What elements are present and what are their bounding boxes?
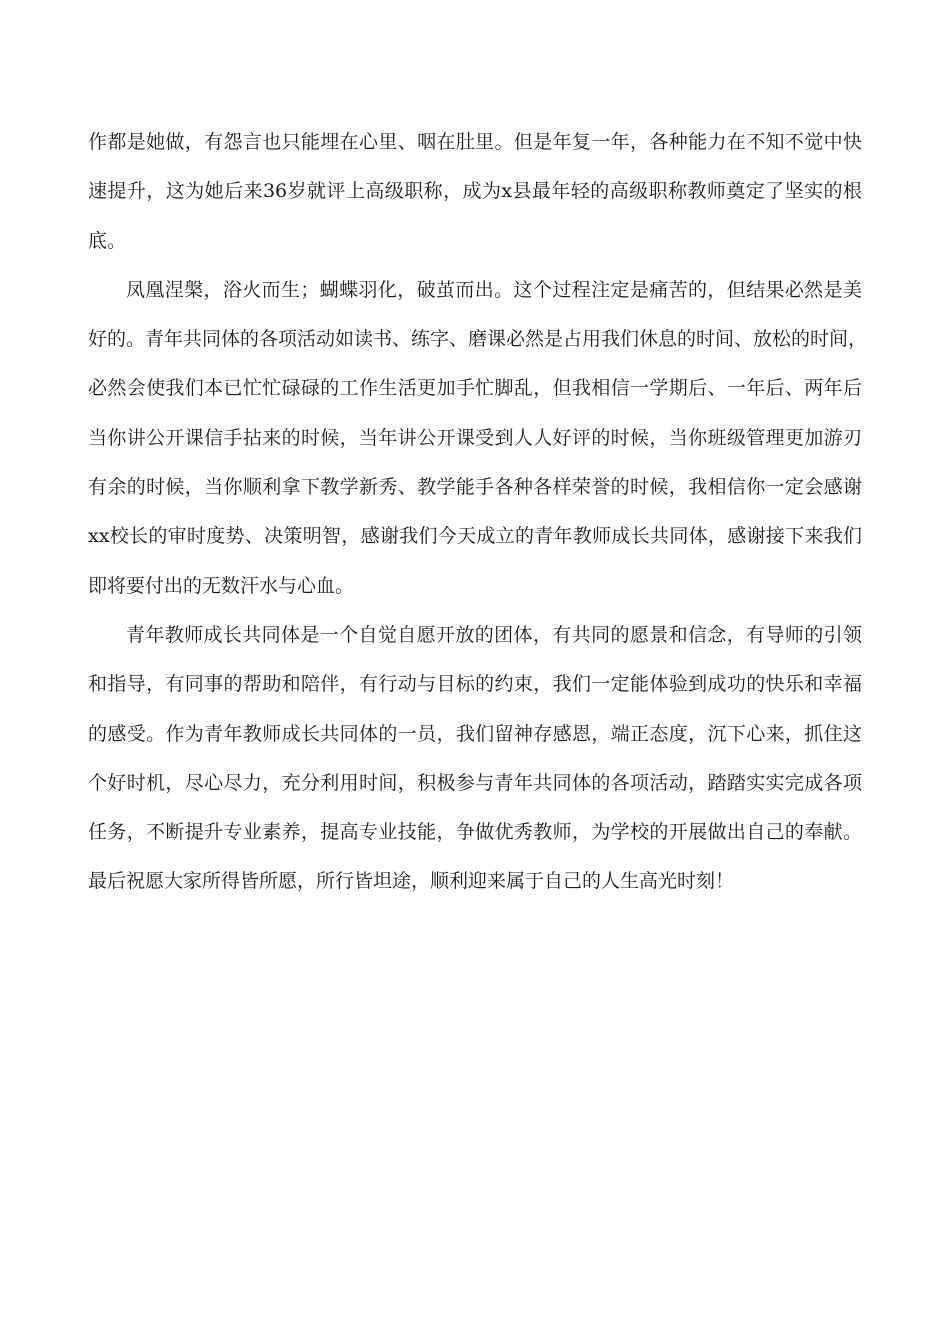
paragraph-2: [88, 266, 868, 611]
paragraph-1-line-1: 作都是她做，有怨言也只能埋在心里、咽在肚里。但是年复一年，各种能力在不知不觉中快: [88, 131, 862, 153]
paragraph-3: [88, 611, 862, 907]
paragraph-2-line-6: xx校长的审时度势、决策明智，感谢我们今天成立的青年教师成长共同体，感谢接下来我们: [88, 525, 862, 548]
paragraph-3-line-5: 任务，不断提升专业素养，提高专业技能，争做优秀教师，为学校的开展做出自己的奉献。: [88, 821, 862, 844]
paragraph-1-line-3: 底。: [88, 229, 127, 252]
document-body: [88, 118, 868, 907]
paragraph-2-line-2: 好的。青年共同体的各项活动如读书、练字、磨课必然是占用我们休息的时间、放松的时间，: [88, 328, 868, 351]
paragraph-3-line-2: 和指导，有同事的帮助和陪伴，有行动与目标的约束，我们一定能体验到成功的快乐和幸福: [88, 673, 862, 696]
paragraph-2-line-3: 必然会使我们本已忙忙碌碌的工作生活更加手忙脚乱，但我相信一学期后、一年后、两年后: [88, 377, 862, 400]
paragraph-3-line-3: 的感受。作为青年教师成长共同体的一员，我们留神存感恩，端正态度，沉下心来，抓住这: [88, 722, 862, 745]
paragraph-3-line-6: 最后祝愿大家所得皆所愿，所行皆坦途，顺利迎来属于自己的人生高光时刻！: [88, 870, 735, 893]
paragraph-1-line-2: 速提升，这为她后来36岁就评上高级职称，成为x县最年轻的高级职称教师奠定了坚实的根: [88, 180, 862, 203]
paragraph-2-line-5: 有余的时候，当你顺利拿下教学新秀、教学能手各种各样荣誉的时候，我相信你一定会感谢: [88, 476, 862, 499]
paragraph-2-line-4: 当你讲公开课信手拈来的时候，当年讲公开课受到人人好评的时候，当你班级管理更加游刃: [88, 426, 862, 449]
paragraph-2-line-1: 凤凰涅槃，浴火而生；蝴蝶羽化，破茧而出。这个过程注定是痛苦的，但结果必然是美: [126, 278, 862, 301]
paragraph-1: [88, 118, 862, 266]
paragraph-2-line-7: 即将要付出的无数汗水与心血。: [88, 574, 355, 597]
paragraph-3-line-4: 个好时机，尽心尽力，充分利用时间，积极参与青年共同体的各项活动，踏踏实实完成各项: [88, 771, 862, 794]
paragraph-3-line-1: 青年教师成长共同体是一个自觉自愿开放的团体，有共同的愿景和信念，有导师的引领: [126, 623, 862, 646]
